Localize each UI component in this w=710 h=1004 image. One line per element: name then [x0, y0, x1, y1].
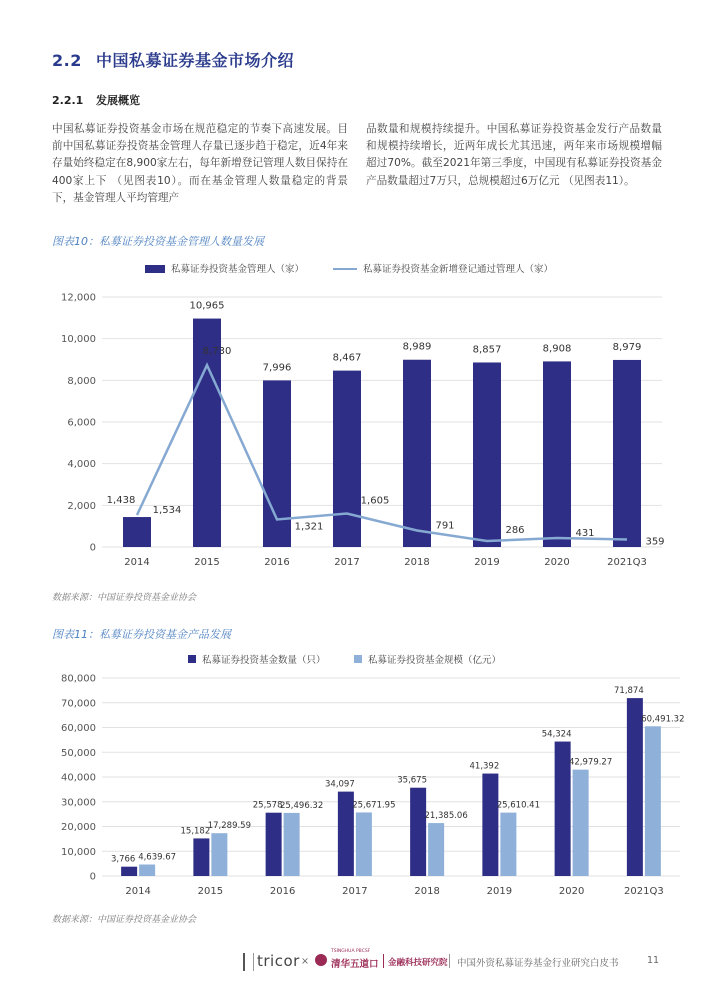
y-tick-label: 50,000 — [61, 747, 96, 759]
legend-label-new-managers: 私募证券投资基金新增登记通过管理人（家） — [363, 264, 554, 275]
figure10-title: 图表10：私募证券投资基金管理人数量发展 — [52, 235, 264, 248]
y-tick-label: 20,000 — [61, 822, 96, 833]
footer — [243, 949, 663, 974]
section-title: 中国私募证券基金市场介绍 — [96, 51, 295, 70]
bar-managers — [123, 517, 151, 547]
legend-swatch-line — [333, 268, 357, 270]
bar-fund-count — [627, 698, 643, 876]
bar-managers — [613, 360, 641, 547]
x-tick-label: 2018 — [414, 886, 440, 897]
bar-data-label: 4,639.67 — [138, 852, 177, 863]
bar-fund-count — [121, 867, 137, 876]
line-data-label: 1,321 — [294, 521, 324, 533]
bar-fund-count — [482, 774, 498, 876]
x-tick-label: 2021Q3 — [607, 557, 647, 568]
bar-data-label: 60,491.32 — [641, 714, 685, 725]
x-tick-label: 2016 — [269, 886, 296, 897]
x-tick-label: 2017 — [342, 886, 368, 897]
section-number: 2.2 — [52, 51, 82, 70]
x-tick-label: 2019 — [474, 557, 500, 568]
x-tick-label: 2018 — [404, 557, 430, 568]
bar-managers — [403, 360, 431, 547]
bar-data-label: 10,965 — [189, 300, 225, 312]
tsinghua-logo-english: TSINGHUA PBCSF — [331, 949, 371, 954]
tsinghua-seal-icon — [315, 954, 327, 966]
figure11-title: 图表11：私募证券投资基金产品发展 — [52, 628, 231, 641]
bar-data-label: 17,289.59 — [207, 821, 252, 832]
x-tick-label: 2019 — [486, 886, 513, 897]
subsection-title: 发展概览 — [96, 94, 140, 107]
bar-managers — [543, 361, 571, 547]
bar-data-label: 34,097 — [325, 779, 355, 790]
y-tick-label: 60,000 — [61, 723, 96, 734]
y-tick-label: 6,000 — [67, 417, 96, 429]
logo-divider — [383, 954, 384, 968]
legend-label-scale: 私募证券投资基金规模（亿元） — [368, 655, 502, 666]
figure11-source: 数据来源：中国证券投资基金业协会 — [52, 915, 197, 925]
bar-data-label: 25,578 — [252, 800, 283, 811]
y-tick-label: 2,000 — [67, 500, 96, 512]
bar-fund-scale — [356, 812, 372, 876]
legend-swatch-scale — [354, 655, 362, 663]
paragraph-right: 品数量和规模持续提升。中国私募证券投资基金发行产品数量和规模持续增长，近两年成长尤其迅速，两年来市场规模增幅超过70%。截至2021年第三季度，中国现有私募证券投资基金产品数量超过7万只，总规模超过6万亿元 （见图表11）。 — [366, 123, 662, 187]
y-tick-label: 0 — [89, 871, 96, 883]
bar-data-label: 8,979 — [612, 341, 642, 353]
tsinghua-logo-text: 清华五道口 — [331, 959, 379, 970]
line-data-label: 286 — [505, 525, 525, 537]
subsection-number: 2.2.1 — [52, 94, 84, 107]
line-data-label: 1,605 — [360, 495, 390, 507]
figure10-legend — [145, 261, 645, 277]
fintech-institute-logo: 金融科技研究院 — [388, 958, 448, 968]
y-tick-label: 10,000 — [61, 846, 96, 858]
bar-data-label: 8,908 — [542, 343, 572, 355]
figure10-source: 数据来源：中国证券投资基金业协会 — [52, 593, 197, 603]
bar-data-label: 15,182 — [180, 826, 211, 837]
section-heading — [52, 48, 294, 71]
bar-fund-scale — [428, 823, 444, 876]
bar-data-label: 41,392 — [469, 761, 500, 772]
subsection-heading — [52, 92, 140, 108]
bar-managers — [473, 362, 501, 547]
legend-label-count: 私募证券投资基金数量（只） — [202, 655, 326, 666]
y-tick-label: 8,000 — [67, 375, 96, 387]
bar-data-label: 8,857 — [472, 344, 502, 356]
figure10-chart — [40, 285, 670, 585]
figure11-legend — [188, 652, 608, 668]
bar-fund-scale — [500, 813, 516, 876]
y-tick-label: 12,000 — [61, 292, 96, 304]
x-tick-label: 2021Q3 — [624, 886, 664, 897]
y-tick-label: 0 — [89, 542, 96, 554]
bar-managers — [333, 371, 361, 547]
bar-data-label: 35,675 — [397, 775, 427, 786]
legend-label-managers: 私募证券投资基金管理人（家） — [171, 264, 305, 275]
line-data-label: 1,534 — [152, 505, 182, 517]
bar-data-label: 8,989 — [402, 341, 432, 353]
paragraph-left: 中国私募证券投资基金市场在规范稳定的节奏下高速发展。目前中国私募证券投资基金管理人存量已逐步趋于稳定，近4年来存量始终稳定在8,900家左右，每年新增登记管理人数目保持在400家上下 （见图表10）。而在基金管理人数量稳定的背景下，基金管理人平均管理产 — [52, 123, 348, 204]
bar-data-label: 3,766 — [110, 854, 136, 865]
x-tick-label: 2014 — [124, 557, 150, 568]
bar-data-label: 54,324 — [541, 729, 572, 740]
bar-data-label: 71,874 — [614, 686, 644, 697]
tricor-logo: tricor — [257, 952, 300, 970]
footer-title: 中国外资私募证券基金行业研究白皮书 — [457, 958, 619, 969]
footer-divider — [449, 954, 450, 968]
footer-separator: × — [301, 956, 309, 967]
y-tick-label: 70,000 — [61, 698, 96, 710]
bar-fund-scale — [211, 833, 227, 876]
x-tick-label: 2015 — [197, 886, 224, 897]
bar-data-label: 25,496.32 — [279, 800, 324, 811]
legend-swatch-bar — [145, 265, 165, 273]
x-tick-label: 2017 — [334, 557, 360, 568]
line-data-label: 8,730 — [202, 346, 232, 358]
y-tick-label: 30,000 — [61, 797, 96, 809]
x-tick-label: 2015 — [194, 557, 220, 568]
y-tick-label: 10,000 — [61, 334, 96, 346]
figure11-chart — [40, 668, 685, 904]
legend-swatch-count — [188, 655, 196, 663]
x-tick-label: 2020 — [544, 557, 570, 568]
bar-fund-scale — [645, 726, 661, 876]
y-tick-label: 80,000 — [61, 673, 96, 685]
bar-data-label: 25,610.41 — [496, 800, 541, 811]
bar-data-label: 8,467 — [332, 352, 362, 364]
bar-fund-count — [266, 813, 282, 876]
bar-data-label: 21,385.06 — [424, 811, 468, 822]
x-tick-label: 2014 — [125, 886, 151, 897]
line-data-label: 359 — [645, 536, 665, 548]
x-tick-label: 2016 — [264, 557, 290, 568]
bar-fund-scale — [139, 865, 155, 876]
bar-data-label: 1,438 — [106, 495, 136, 507]
bar-data-label: 7,996 — [262, 362, 292, 374]
bar-fund-count — [193, 838, 209, 876]
calligraphy-logo-icon — [243, 953, 254, 971]
bar-data-label: 25,671.95 — [352, 800, 396, 811]
bar-fund-count — [410, 788, 426, 876]
y-tick-label: 40,000 — [61, 772, 96, 784]
x-tick-label: 2020 — [558, 886, 585, 897]
line-data-label: 431 — [575, 528, 595, 540]
page-number: 11 — [647, 955, 660, 966]
bar-managers — [263, 380, 291, 547]
bar-fund-scale — [573, 770, 589, 876]
y-tick-label: 4,000 — [67, 459, 96, 471]
line-data-label: 791 — [435, 520, 455, 532]
bar-fund-scale — [284, 813, 300, 876]
bar-data-label: 42,979.27 — [568, 757, 613, 768]
